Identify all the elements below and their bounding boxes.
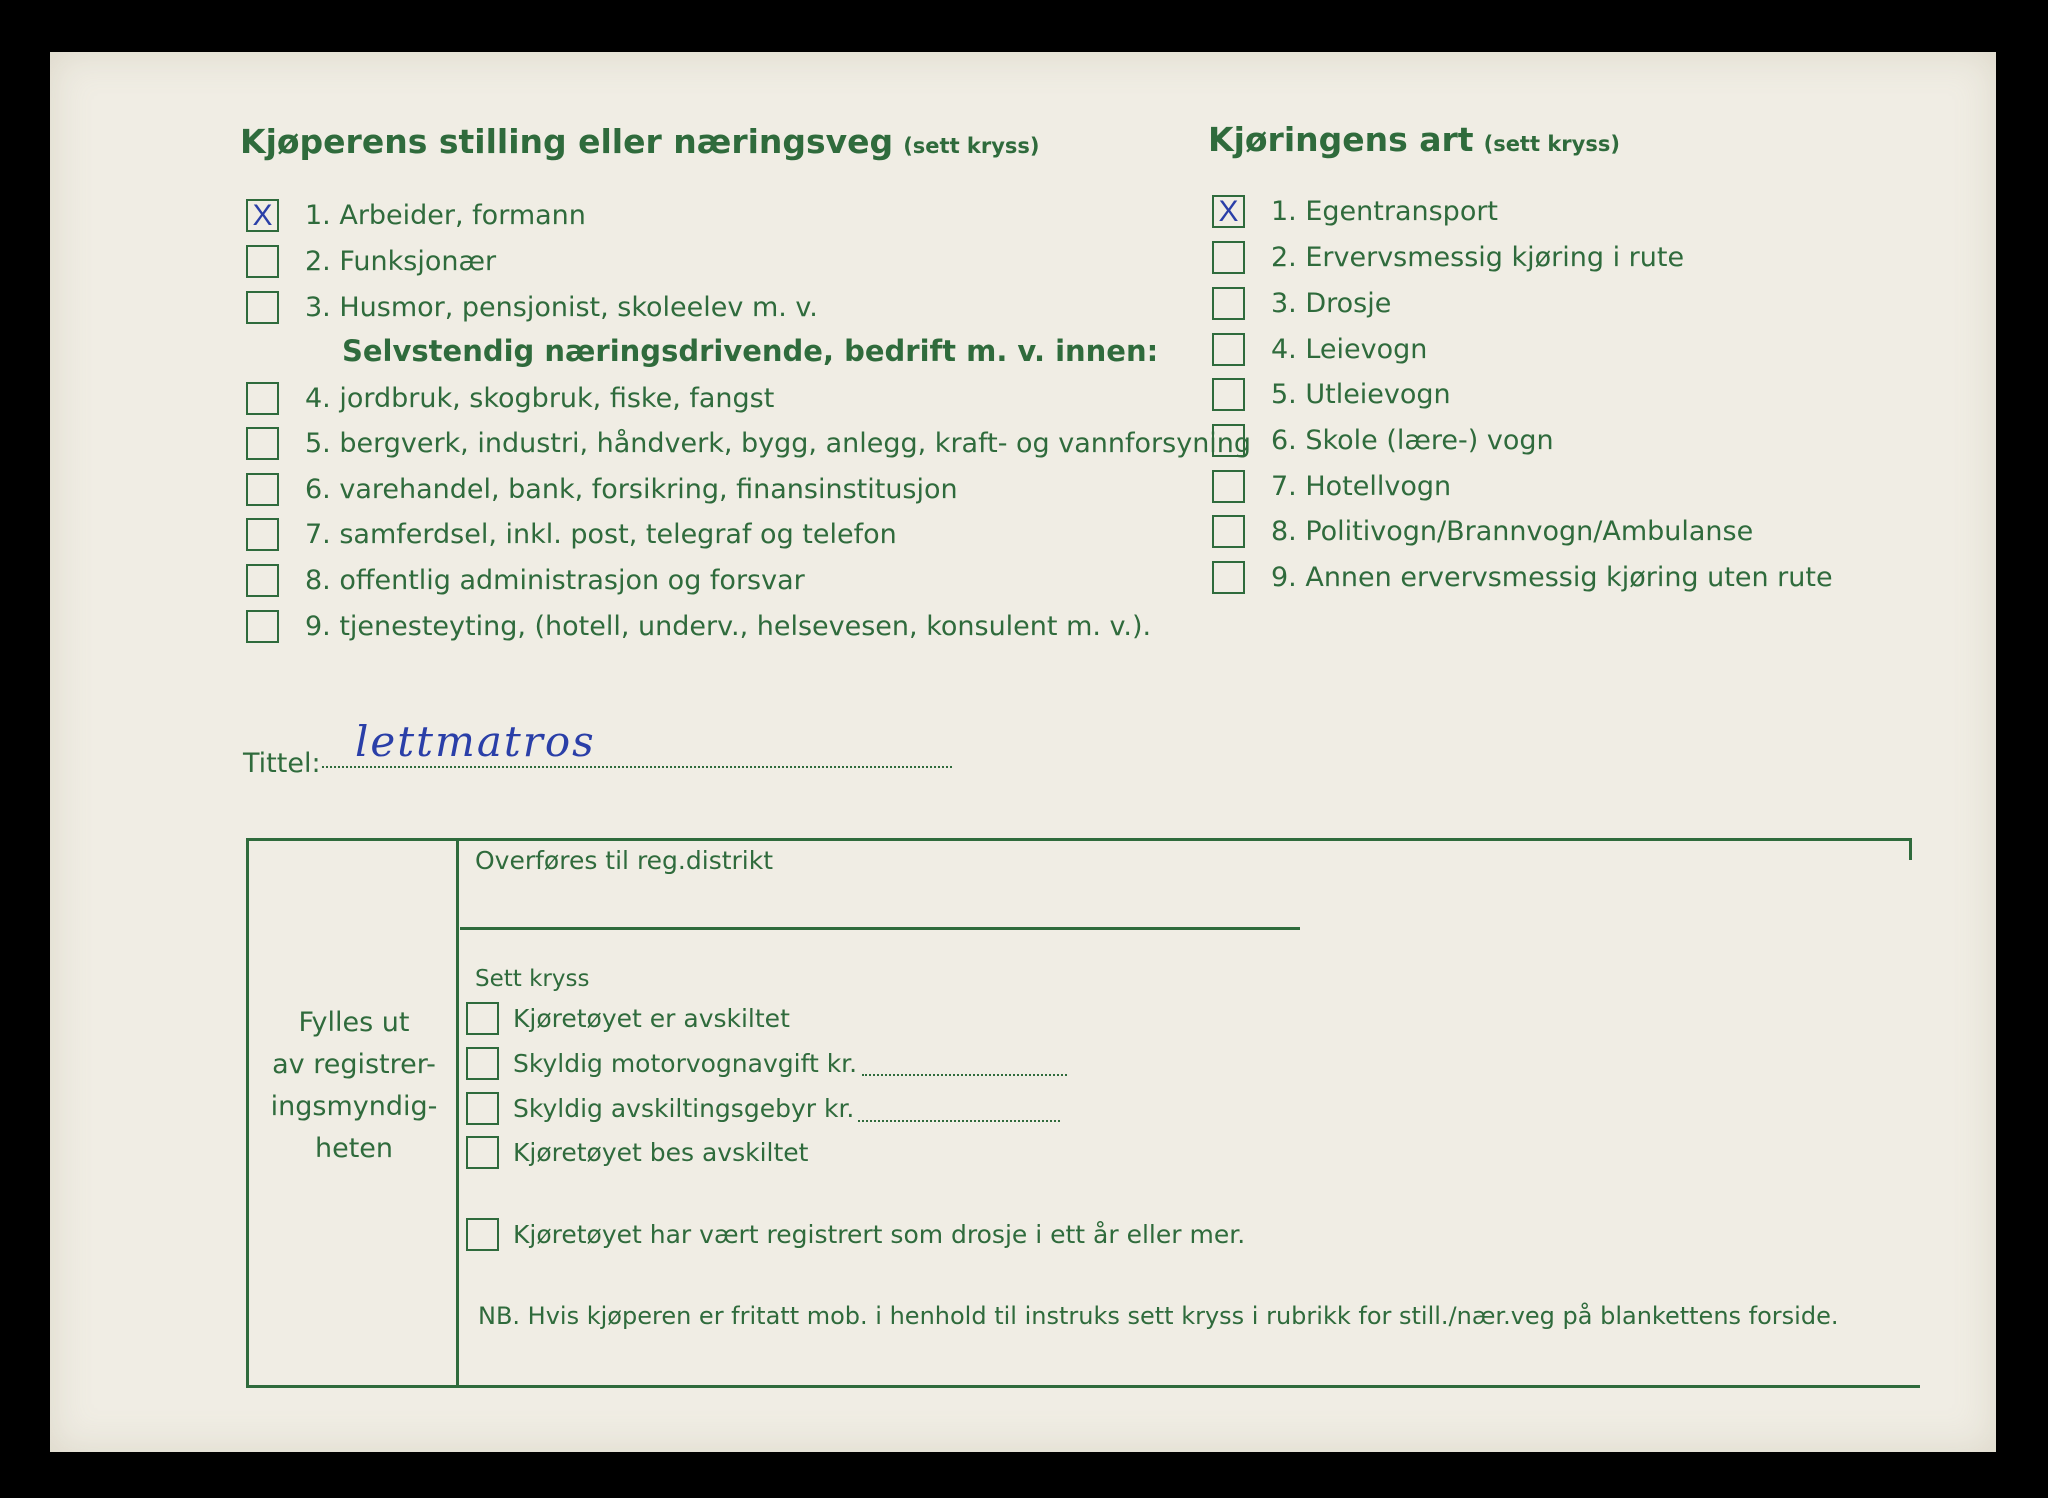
checkbox[interactable] (466, 1002, 499, 1035)
right-item-label: 3. Drosje (1271, 288, 1392, 319)
left-sub-item-6[interactable] (246, 473, 958, 506)
checkbox[interactable] (466, 1092, 499, 1125)
form-card (50, 52, 1996, 1452)
checkbox[interactable] (246, 427, 279, 460)
authority-side-label (255, 1002, 453, 1170)
left-sub-item-8[interactable] (246, 564, 805, 597)
checkbox[interactable] (246, 610, 279, 643)
checkbox[interactable] (1212, 287, 1245, 320)
authority-item-label: Skyldig motorvognavgift kr. (513, 1049, 858, 1078)
left-section-title (240, 122, 1040, 161)
box-bottom-border (246, 1385, 1920, 1388)
right-item-2[interactable] (1212, 241, 1684, 274)
authority-item-5[interactable] (466, 1218, 1245, 1251)
right-title-text: Kjøringens art (1208, 120, 1474, 159)
checkbox[interactable] (246, 199, 279, 232)
left-item-label: 9. tjenesteyting, (hotell, underv., helsevesen, konsulent m. v.). (305, 611, 1152, 642)
avskiltingsgebyr-amount-line[interactable] (858, 1120, 1060, 1122)
box-top-border (246, 838, 1912, 841)
right-item-3[interactable] (1212, 287, 1391, 320)
checkbox[interactable] (1212, 333, 1245, 366)
check-mark: X (252, 198, 273, 232)
right-item-6[interactable] (1212, 424, 1554, 457)
right-item-5[interactable] (1212, 378, 1451, 411)
title-field-line[interactable] (322, 766, 952, 768)
box-right-tick (1909, 838, 1912, 860)
checkbox[interactable] (1212, 561, 1245, 594)
right-item-label: 7. Hotellvogn (1271, 471, 1452, 502)
transfer-label: Overføres til reg.distrikt (475, 846, 774, 875)
checkbox[interactable] (246, 291, 279, 324)
right-item-label: 4. Leievogn (1271, 334, 1428, 365)
right-section-title (1208, 120, 1620, 159)
title-field-value: lettmatros (355, 717, 596, 766)
motorvognavgift-amount-line[interactable] (862, 1074, 1067, 1076)
right-item-9[interactable] (1212, 561, 1833, 594)
left-item-2[interactable] (246, 245, 496, 278)
left-sub-item-5[interactable] (246, 427, 1251, 460)
authority-item-4[interactable] (466, 1136, 808, 1169)
transfer-field-line[interactable] (460, 927, 1300, 930)
checkbox[interactable] (246, 245, 279, 278)
checkbox[interactable] (466, 1218, 499, 1251)
checkbox[interactable] (246, 382, 279, 415)
side-label-line-3: ingsmyndig- (270, 1091, 438, 1122)
sett-kryss-label: Sett kryss (475, 966, 590, 992)
left-title-text: Kjøperens stilling eller næringsveg (240, 122, 894, 161)
left-item-label: 6. varehandel, bank, forsikring, finansinstitusjon (305, 474, 958, 505)
left-item-label: 8. offentlig administrasjon og forsvar (305, 565, 805, 596)
checkbox[interactable] (466, 1136, 499, 1169)
right-item-1[interactable] (1212, 195, 1498, 228)
authority-item-label: Skyldig avskiltingsgebyr kr. (513, 1094, 855, 1123)
side-label-line-2: av registrer- (272, 1049, 436, 1080)
left-item-label: 1. Arbeider, formann (305, 200, 586, 231)
nb-note: NB. Hvis kjøperen er fritatt mob. i henhold til instruks sett kryss i rubrikk for still./nær.veg på blankettens forside. (478, 1302, 1839, 1330)
title-field-label: Tittel: (243, 748, 321, 779)
right-item-4[interactable] (1212, 333, 1427, 366)
left-item-label: 4. jordbruk, skogbruk, fiske, fangst (305, 383, 775, 414)
left-item-label: 2. Funksjonær (305, 246, 497, 277)
checkbox[interactable] (1212, 195, 1245, 228)
right-item-label: 2. Ervervsmessig kjøring i rute (1271, 242, 1685, 273)
checkbox[interactable] (246, 564, 279, 597)
right-item-label: 5. Utleievogn (1271, 379, 1451, 410)
right-item-label: 1. Egentransport (1271, 196, 1499, 227)
right-item-8[interactable] (1212, 515, 1753, 548)
checkbox[interactable] (246, 473, 279, 506)
authority-item-1[interactable] (466, 1002, 790, 1035)
side-label-line-1: Fylles ut (298, 1007, 410, 1038)
left-sub-item-4[interactable] (246, 382, 774, 415)
authority-item-label: Kjøretøyet er avskiltet (513, 1004, 790, 1033)
left-item-label: 5. bergverk, industri, håndverk, bygg, anlegg, kraft- og vannforsyning (305, 428, 1252, 459)
left-sub-item-7[interactable] (246, 518, 897, 551)
left-item-1[interactable] (246, 199, 586, 232)
checkbox[interactable] (1212, 515, 1245, 548)
right-item-label: 9. Annen ervervsmessig kjøring uten rute (1271, 562, 1833, 593)
authority-item-2[interactable] (466, 1047, 857, 1080)
checkbox[interactable] (466, 1047, 499, 1080)
side-label-line-4: heten (314, 1133, 394, 1164)
box-divider (456, 838, 459, 1386)
left-item-label: 3. Husmor, pensjonist, skoleelev m. v. (305, 292, 818, 323)
right-item-7[interactable] (1212, 470, 1451, 503)
left-item-3[interactable] (246, 291, 818, 324)
checkbox[interactable] (1212, 470, 1245, 503)
left-sub-item-9[interactable] (246, 610, 1151, 643)
right-item-label: 6. Skole (lære-) vogn (1271, 425, 1554, 456)
checkbox[interactable] (1212, 424, 1245, 457)
right-title-note: (sett kryss) (1483, 132, 1620, 156)
left-title-note: (sett kryss) (903, 134, 1040, 158)
authority-item-label: Kjøretøyet bes avskiltet (513, 1138, 809, 1167)
box-left-border (246, 838, 249, 1386)
left-subheading: Selvstendig næringsdrivende, bedrift m. v. innen: (342, 334, 1159, 368)
checkbox[interactable] (1212, 241, 1245, 274)
check-mark: X (1218, 194, 1239, 228)
checkbox[interactable] (246, 518, 279, 551)
checkbox[interactable] (1212, 378, 1245, 411)
authority-item-label: Kjøretøyet har vært registrert som drosje i ett år eller mer. (513, 1220, 1246, 1249)
authority-item-3[interactable] (466, 1092, 854, 1125)
right-item-label: 8. Politivogn/Brannvogn/Ambulanse (1271, 516, 1754, 547)
left-item-label: 7. samferdsel, inkl. post, telegraf og telefon (305, 519, 897, 550)
